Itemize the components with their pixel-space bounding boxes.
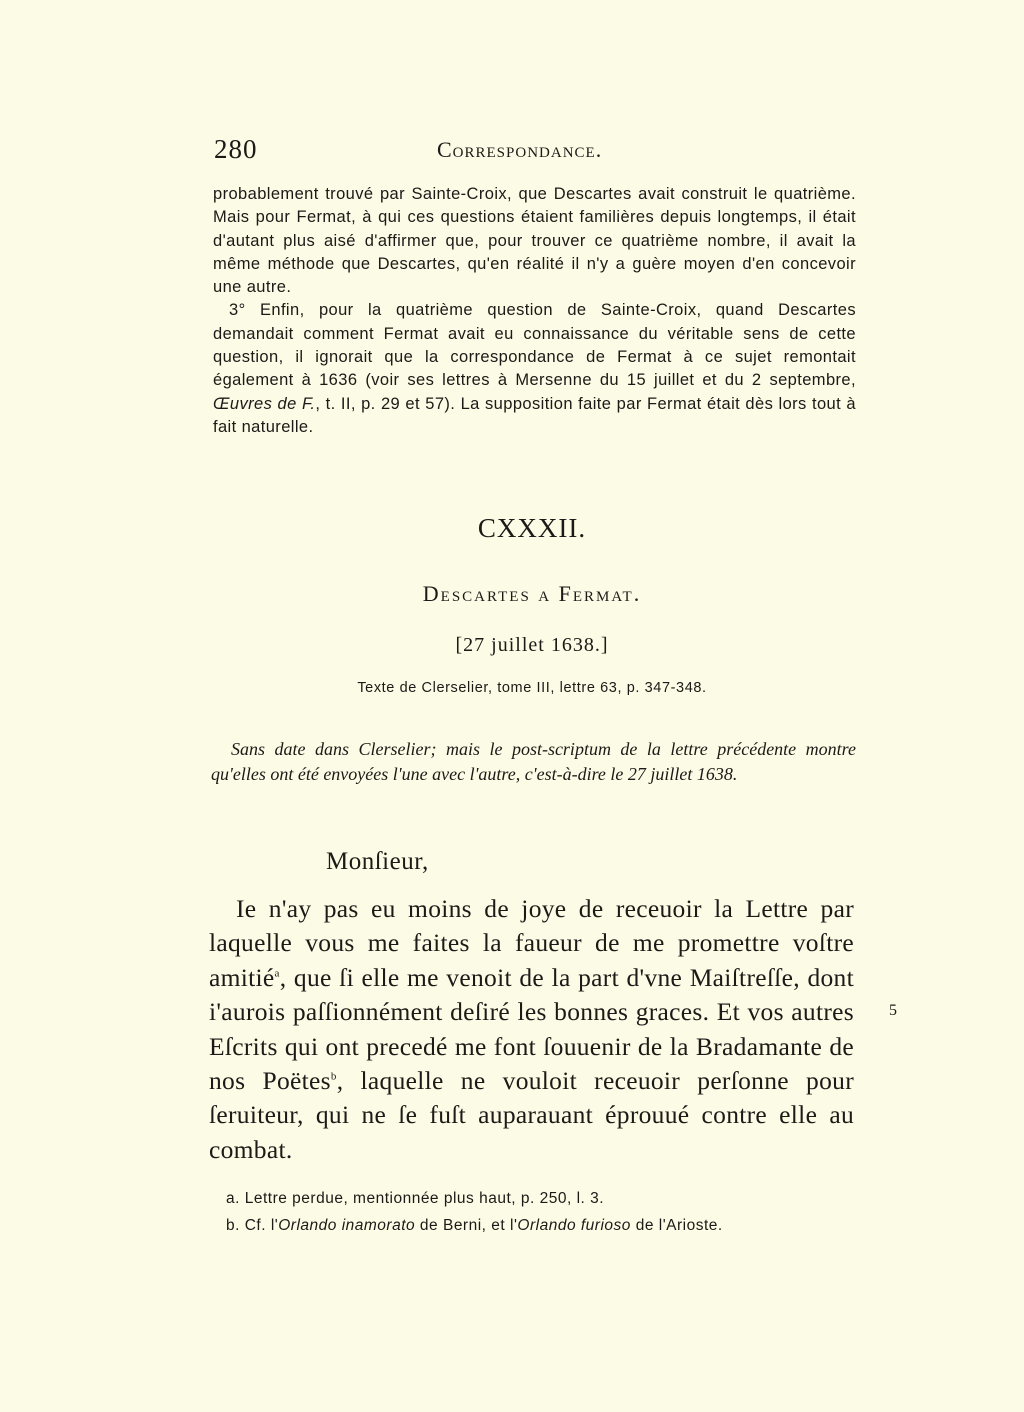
running-title: Correspondance.	[437, 137, 603, 162]
line-number: 5	[889, 1002, 897, 1019]
footnote-marker-b: b	[330, 1070, 337, 1083]
footnote-b-title-2: Orlando furioso	[517, 1217, 631, 1234]
footnote-b-start: b. Cf. l'	[226, 1217, 279, 1234]
footnote-b-title-1: Orlando inamorato	[278, 1217, 416, 1234]
intro-paragraph-2-start: 3° Enfin, pour la quatrième question de Sainte-Croix, quand Descartes demandait comment Fermat avait eu connaissance du véritable sens de cette question, il ignorait que la correspondance de Fermat à ce sujet remontait également à 1636 (voir ses lettres à Mersenne du 15 juillet et du 2 septembre,	[213, 301, 856, 390]
oeuvres-reference: Œuvres de F.	[213, 394, 316, 413]
footnote-b	[226, 1215, 869, 1236]
intro-paragraph-1: probablement trouvé par Sainte-Croix, que Descartes avait construit le quatrième. Mais pour Fermat, à qui ces questions étaient familières depuis longtemps, il était d'autant plus aisé d'affirmer que, pour trouver ce quatrième nombre, il avait la même méthode que Descartes, qu'en réalité il n'y a guère moyen d'en concevoir une autre.	[213, 185, 856, 297]
page-number: 280	[214, 134, 258, 164]
letter-date: [27 juillet 1638.]	[455, 634, 609, 656]
footnotes	[209, 1188, 869, 1242]
letter-body	[209, 892, 854, 1167]
editorial-note: Sans date dans Clerselier; mais le post-scriptum de la lettre précédente montre qu'elles ont été envoyées l'une avec l'autre, c'est-à-dire le 27 juillet 1638.	[211, 739, 856, 784]
letter-body-part-3: , laquelle ne vouloit receuoir perſonne pour ſeruiteur, qui ne ſe fuſt auparauant éprouué contre elle au combat.	[209, 1066, 854, 1164]
letter-body-part-1: Ie n'ay pas eu moins de joye de receuoir la Lettre par laquelle vous me faites la faueur de me promettre voſtre amitié	[209, 894, 854, 992]
salutation: Monſieur,	[326, 848, 429, 875]
intro-paragraph-2-end: , t. II, p. 29 et 57). La supposition faite par Fermat était dès lors tout à fait naturelle.	[213, 394, 856, 436]
footnote-b-middle: de Berni, et l'	[415, 1217, 518, 1234]
footnote-marker-a: a	[274, 967, 280, 980]
letter-number: CXXXII.	[477, 513, 587, 543]
source-note: Texte de Clerselier, tome III, lettre 63, p. 347-348.	[357, 680, 707, 696]
letter-title: Descartes a Fermat.	[422, 581, 642, 606]
intro-paragraph-2	[213, 299, 856, 439]
footnote-a: a. Lettre perdue, mentionnée plus haut, p. 250, l. 3.	[226, 1190, 605, 1207]
letter-body-part-2: , que ſi elle me venoit de la part d'vne Maiſtreſſe, dont i'aurois paſſionnément deſiré les bonnes graces. Et vos autres Eſcrits qui ont precedé me font ſouuenir de la Bradamante de nos Poëtes	[209, 962, 854, 1096]
intro-text	[213, 183, 856, 439]
footnote-b-end: de l'Arioste.	[630, 1217, 723, 1234]
